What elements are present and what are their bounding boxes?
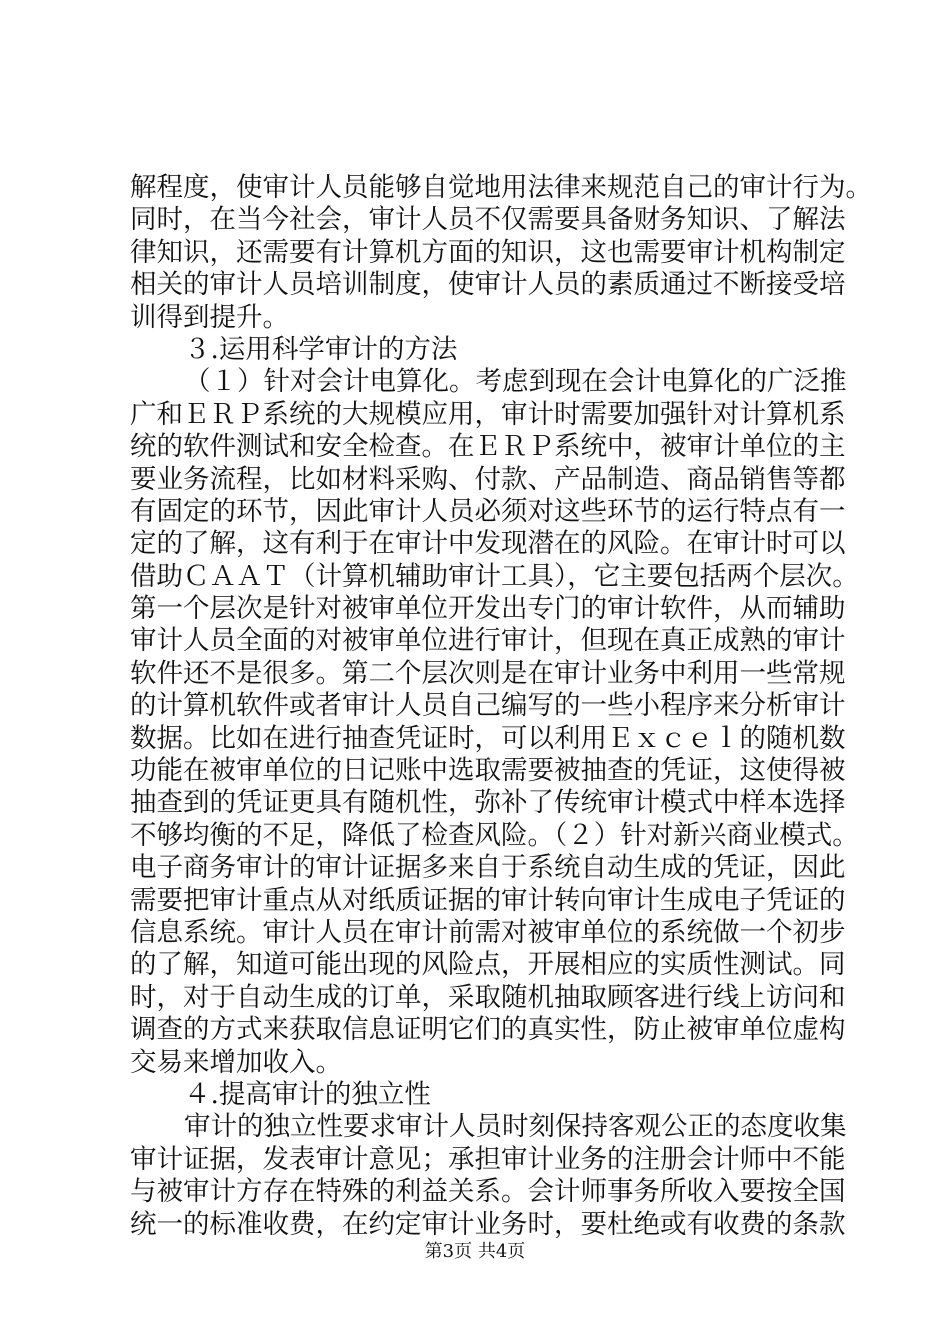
text-line: 同时，在当今社会，审计人员不仅需要具备财务知识、了解法: [130, 204, 846, 236]
text-line: 不够均衡的不足，降低了检查风险。（２）针对新兴商业模式。: [130, 819, 859, 851]
section-heading: ３.运用科学审计的方法: [184, 333, 458, 365]
text-line: 需要把审计重点从对纸质证据的审计转向审计生成电子凭证的: [130, 884, 846, 916]
text-line: 的了解，知道可能出现的风险点，开展相应的实质性测试。同: [130, 949, 846, 981]
text-line: 抽查到的凭证更具有随机性，弥补了传统审计模式中样本选择: [130, 787, 846, 819]
text-line: 调查的方式来获取信息证明它们的真实性，防止被审单位虚构: [130, 1014, 846, 1046]
text-line: 审计人员全面的对被审单位进行审计，但现在真正成熟的审计: [130, 625, 846, 657]
text-line: 的计算机软件或者审计人员自己编写的一些小程序来分析审计: [130, 690, 846, 722]
text-line: （１）针对会计电算化。考虑到现在会计电算化的广泛推: [184, 366, 847, 398]
text-line: 律知识，还需要有计算机方面的知识，这也需要审计机构制定: [130, 236, 846, 268]
text-line: 统一的标准收费，在约定审计业务时，要杜绝或有收费的条款: [130, 1208, 846, 1240]
text-line: 要业务流程，比如材料采购、付款、产品制造、商品销售等都: [130, 463, 846, 495]
text-line: 借助ＣＡＡＴ（计算机辅助审计工具），它主要包括两个层次。: [130, 560, 859, 592]
text-line: 训得到提升。: [130, 301, 289, 333]
body-text: [130, 172, 872, 1241]
text-line: 软件还不是很多。第二个层次则是在审计业务中利用一些常规: [130, 657, 846, 689]
text-line: 解程度，使审计人员能够自觉地用法律来规范自己的审计行为。: [130, 172, 872, 203]
text-line: 数据。比如在进行抽查凭证时，可以利用Ｅｘｃｅｌ的随机数: [130, 722, 846, 754]
text-line: 交易来增加收入。: [130, 1046, 342, 1078]
text-line: 统的软件测试和安全检查。在ＥＲＰ系统中，被审计单位的主: [130, 431, 846, 463]
text-line: 审计证据，发表审计意见；承担审计业务的注册会计师中不能: [130, 1143, 846, 1175]
page-number-footer: 第3页 共4页: [424, 1241, 526, 1262]
text-line: 第一个层次是针对被审单位开发出专门的审计软件，从而辅助: [130, 593, 846, 625]
text-line: 功能在被审单位的日记账中选取需要被抽查的凭证，这使得被: [130, 755, 846, 787]
text-line: 有固定的环节，因此审计人员必须对这些环节的运行特点有一: [130, 495, 846, 527]
text-line: 信息系统。审计人员在审计前需对被审单位的系统做一个初步: [130, 916, 846, 948]
text-line: 定的了解，这有利于在审计中发现潜在的风险。在审计时可以: [130, 528, 846, 560]
text-line: 时，对于自动生成的订单，采取随机抽取顾客进行线上访问和: [130, 981, 846, 1013]
text-line: 广和ＥＲＰ系统的大规模应用，审计时需要加强针对计算机系: [130, 398, 846, 430]
text-line: 与被审计方存在特殊的利益关系。会计师事务所收入要按全国: [130, 1176, 846, 1208]
text-line: 电子商务审计的审计证据多来自于系统自动生成的凭证，因此: [130, 852, 846, 884]
section-heading: ４.提高审计的独立性: [184, 1078, 431, 1110]
text-line: 审计的独立性要求审计人员时刻保持客观公正的态度收集: [184, 1111, 847, 1143]
text-line: 相关的审计人员培训制度，使审计人员的素质通过不断接受培: [130, 269, 846, 301]
